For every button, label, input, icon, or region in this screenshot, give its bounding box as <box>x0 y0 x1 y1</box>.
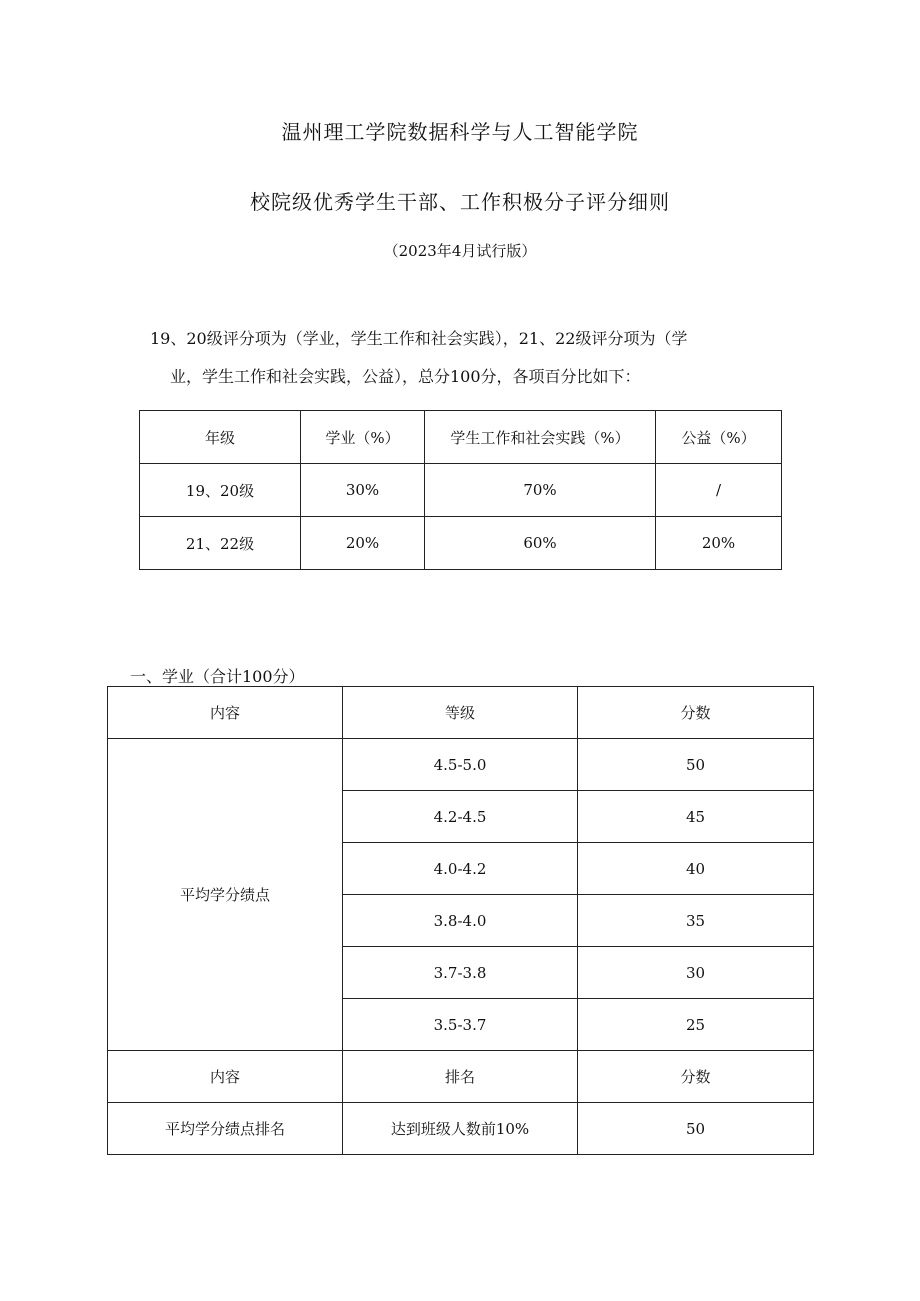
score-cell: 30 <box>578 947 814 999</box>
grade-range-cell: 4.2-4.5 <box>343 791 578 843</box>
document-title: 温州理工学院数据科学与人工智能学院 <box>281 120 639 144</box>
header-cell: 排名 <box>343 1051 578 1103</box>
score-cell: 25 <box>578 999 814 1051</box>
gpa-label-cell: 平均学分绩点 <box>108 739 343 1051</box>
header-cell: 分数 <box>578 1051 814 1103</box>
rank-cell: 达到班级人数前10% <box>343 1103 578 1155</box>
academic-score-table <box>107 686 814 1155</box>
table-cell: 21、22级 <box>140 517 301 570</box>
grade-range-cell: 4.5-5.0 <box>343 739 578 791</box>
table-row <box>140 517 782 570</box>
table-cell: 20% <box>301 517 425 570</box>
table-cell: 70% <box>425 464 656 517</box>
grade-range-cell: 3.5-3.7 <box>343 999 578 1051</box>
header-cell: 等级 <box>343 687 578 739</box>
grade-range-cell: 4.0-4.2 <box>343 843 578 895</box>
header-cell: 内容 <box>108 687 343 739</box>
header-cell: 年级 <box>140 411 301 464</box>
table-header-row <box>140 411 782 464</box>
intro-paragraph-line1: 19、20级评分项为（学业，学生工作和社会实践），21、22级评分项为（学 <box>150 329 688 348</box>
score-cell: 50 <box>578 739 814 791</box>
score-cell: 50 <box>578 1103 814 1155</box>
header-cell: 公益（%） <box>656 411 782 464</box>
weight-ratio-table <box>139 410 782 570</box>
table-header-row <box>108 1051 814 1103</box>
table-row <box>108 739 814 791</box>
content-cell: 平均学分绩点排名 <box>108 1103 343 1155</box>
grade-range-cell: 3.7-3.8 <box>343 947 578 999</box>
version-note: （2023年4月试行版） <box>383 242 537 260</box>
table-cell: 30% <box>301 464 425 517</box>
table-cell: 19、20级 <box>140 464 301 517</box>
score-cell: 35 <box>578 895 814 947</box>
score-cell: 45 <box>578 791 814 843</box>
header-cell: 内容 <box>108 1051 343 1103</box>
header-cell: 学生工作和社会实践（%） <box>425 411 656 464</box>
score-cell: 40 <box>578 843 814 895</box>
table-row <box>108 1103 814 1155</box>
header-cell: 学业（%） <box>301 411 425 464</box>
intro-paragraph-line2: 业，学生工作和社会实践，公益），总分100分，各项百分比如下： <box>170 367 641 386</box>
table-header-row <box>108 687 814 739</box>
document-subtitle-title: 校院级优秀学生干部、工作积极分子评分细则 <box>250 190 670 214</box>
grade-range-cell: 3.8-4.0 <box>343 895 578 947</box>
header-cell: 分数 <box>578 687 814 739</box>
table-row <box>140 464 782 517</box>
table-cell: 20% <box>656 517 782 570</box>
table-cell: 60% <box>425 517 656 570</box>
table-cell: / <box>656 464 782 517</box>
section-heading-academic: 一、学业（合计100分） <box>130 667 305 686</box>
